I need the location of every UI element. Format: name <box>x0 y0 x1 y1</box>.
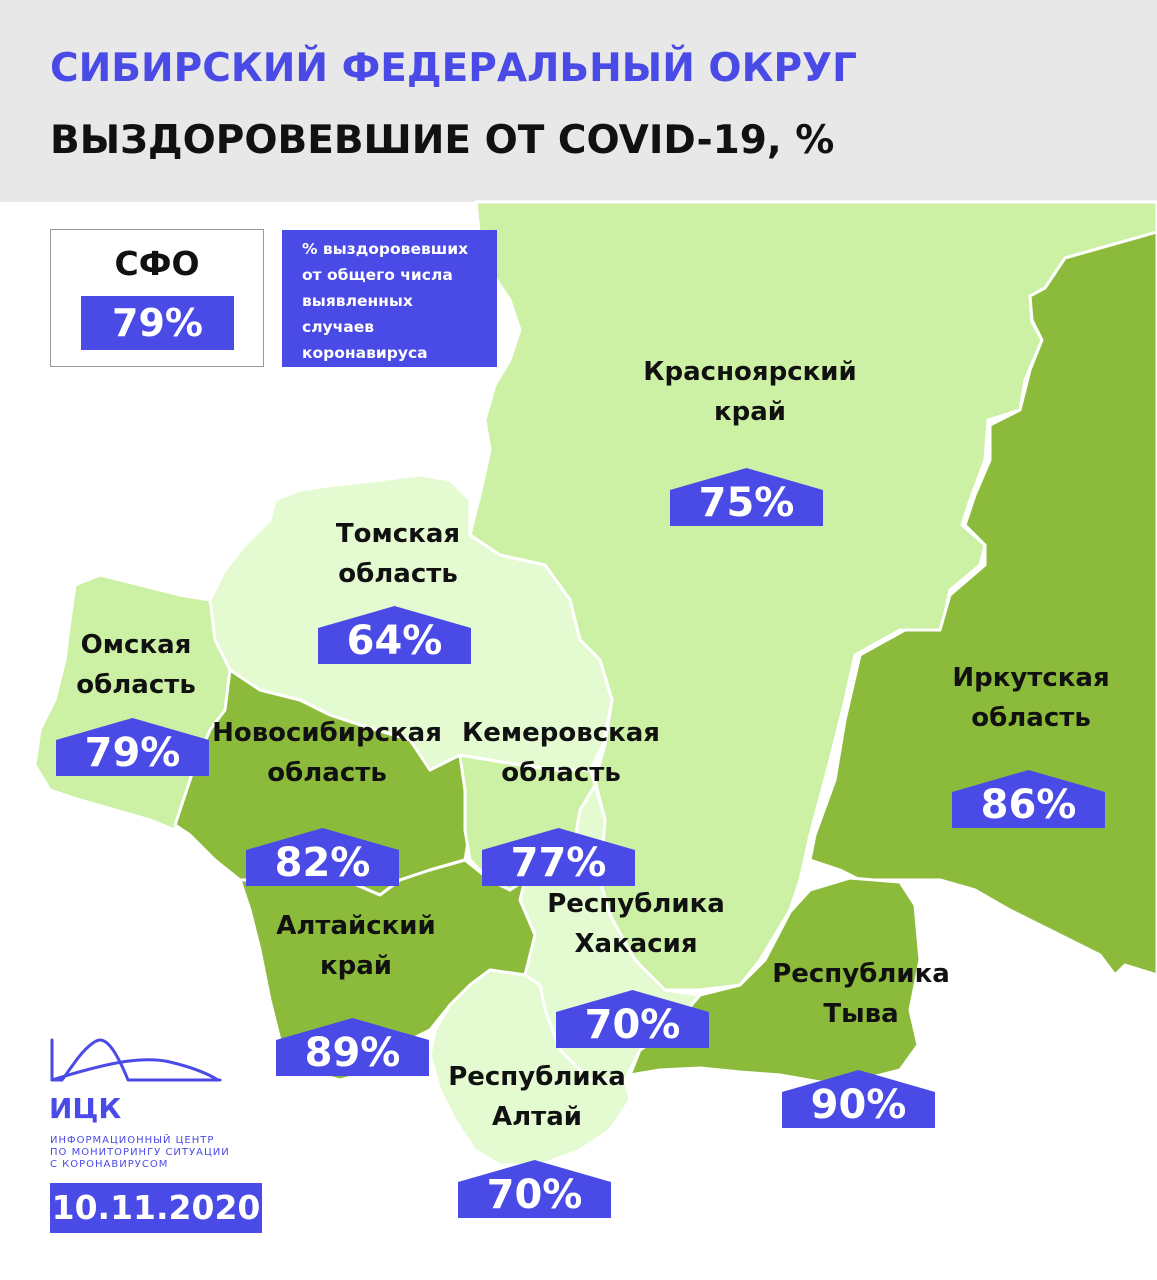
region-name-line2: область <box>267 758 387 788</box>
region-value: 89% <box>304 1030 401 1076</box>
ick-logo-icon <box>52 1040 220 1080</box>
region-name: Кемеровская <box>462 718 660 748</box>
legend-line: случаев <box>302 318 375 336</box>
region-name: Республика <box>772 959 950 989</box>
region-label-kemerovo <box>462 713 660 793</box>
region-name: Республика <box>448 1062 626 1092</box>
region-name-line2: Тыва <box>823 999 899 1029</box>
region-label-novosibirsk <box>212 713 442 793</box>
region-name: Томская <box>335 519 461 549</box>
region-value: 86% <box>980 782 1077 828</box>
region-value: 82% <box>274 840 371 886</box>
region-value: 77% <box>510 840 607 886</box>
date-badge: 10.11.2020 <box>50 1183 262 1233</box>
region-label-altai-republic <box>448 1057 626 1137</box>
region-label-tomsk <box>336 514 460 594</box>
region-label-irkutsk <box>952 658 1109 738</box>
region-name: Иркутская <box>952 663 1110 693</box>
region-label-khakassia <box>547 884 725 964</box>
region-name: Алтайский <box>276 911 436 941</box>
region-label-omsk <box>76 625 196 705</box>
legend-line: % выздоровевших <box>302 240 469 258</box>
region-name: Омская <box>80 630 192 660</box>
legend-line: выявленных <box>302 292 413 310</box>
region-name-line2: Хакасия <box>574 929 698 959</box>
legend-line: коронавируса <box>302 344 428 362</box>
region-name: Республика <box>547 889 725 919</box>
logo-caption-line: ПО МОНИТОРИНГУ СИТУАЦИИ <box>50 1147 230 1158</box>
region-label-altai-krai <box>276 906 436 986</box>
legend-line: от общего числа <box>302 266 453 284</box>
region-value: 79% <box>84 730 181 776</box>
map-subtitle: ВЫЗДОРОВЕВШИЕ ОТ COVID-19, % <box>50 118 835 163</box>
region-label-tyva <box>772 954 950 1034</box>
district-summary-value: 79% <box>81 296 234 350</box>
legend-box <box>282 230 497 367</box>
district-summary-name: СФО <box>114 244 200 283</box>
logo-name: ИЦК <box>49 1092 122 1125</box>
district-summary-box <box>50 229 264 367</box>
region-name: Красноярский <box>643 357 857 387</box>
region-value: 75% <box>698 480 795 526</box>
logo-caption-line: ИНФОРМАЦИОННЫЙ ЦЕНТР <box>50 1135 215 1146</box>
region-name: Новосибирская <box>212 718 442 748</box>
region-value: 70% <box>486 1172 583 1218</box>
region-value: 70% <box>584 1002 681 1048</box>
region-name-line2: область <box>971 703 1091 733</box>
map-title: СИБИРСКИЙ ФЕДЕРАЛЬНЫЙ ОКРУГ <box>50 46 857 91</box>
region-name-line2: область <box>501 758 621 788</box>
region-label-krasnoyarsk <box>643 352 856 432</box>
region-name-line2: Алтай <box>492 1102 582 1132</box>
logo-caption <box>50 1135 290 1171</box>
region-name-line2: область <box>338 559 458 589</box>
logo-caption-line: С КОРОНАВИРУСОМ <box>50 1159 169 1170</box>
region-name-line2: край <box>319 951 393 981</box>
region-value: 90% <box>810 1082 907 1128</box>
region-name-line2: край <box>713 397 787 427</box>
region-name-line2: область <box>76 670 196 700</box>
region-value: 64% <box>346 618 443 664</box>
